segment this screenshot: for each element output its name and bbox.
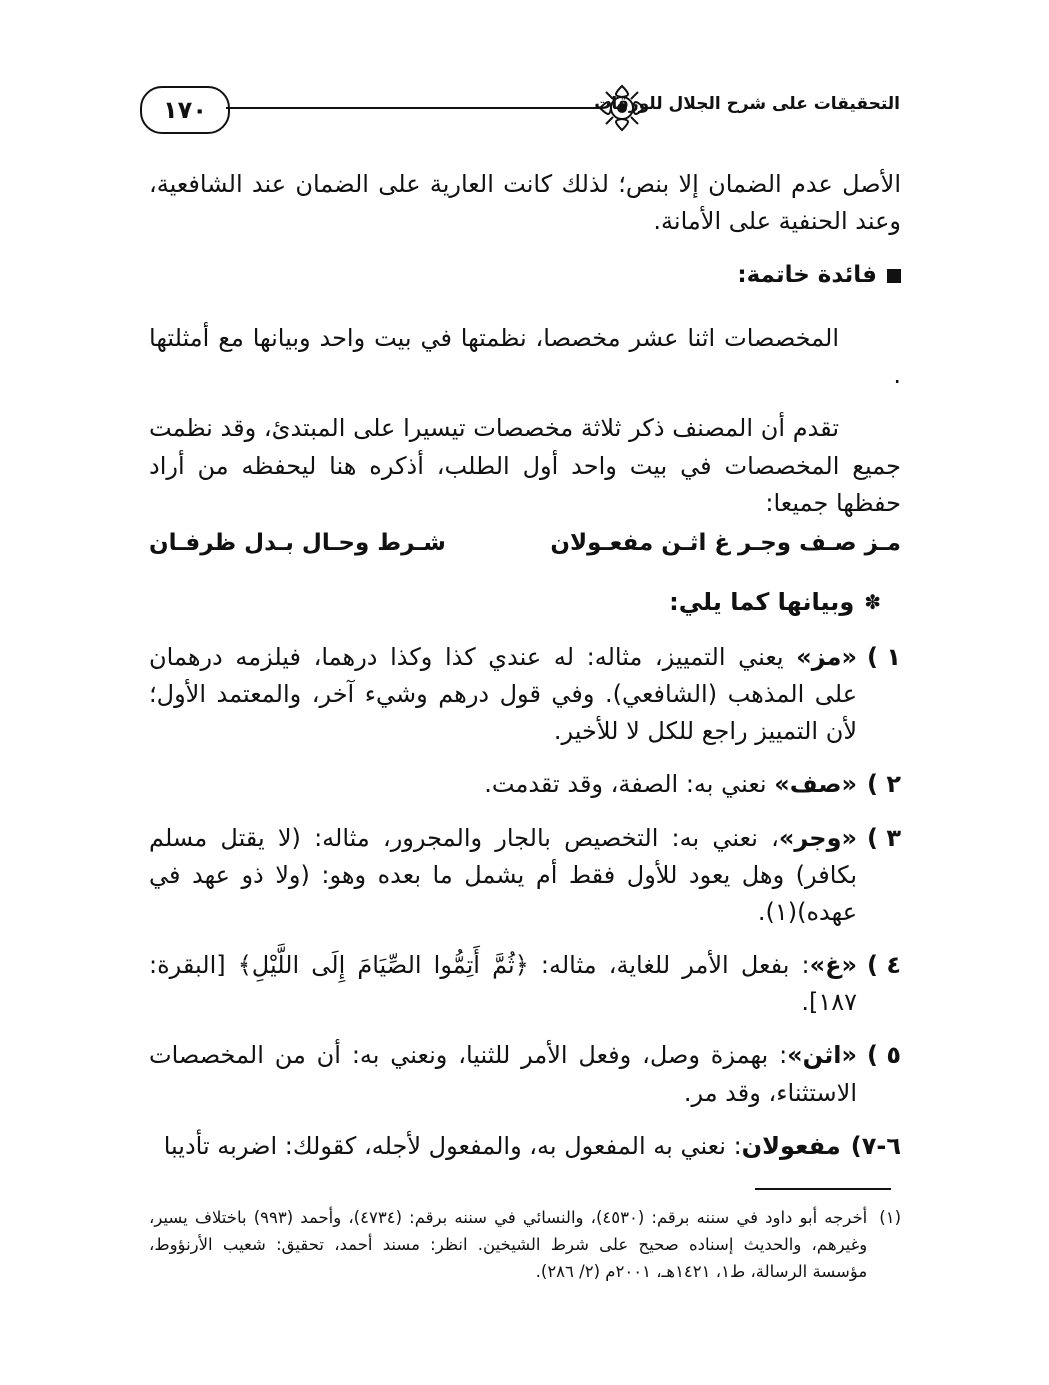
sub-heading — [149, 584, 901, 621]
item-body: : نعني به المفعول به، والمفعول لأجله، كقولك: اضربه تأديبا — [163, 1131, 742, 1160]
page-number: ١٧٠ — [140, 86, 230, 134]
item-number: ٤ ) — [867, 951, 901, 980]
item-body: : بفعل الأمر للغاية، مثاله: ﴿ثُمَّ أَتِمُّوا الصِّيَامَ إِلَى اللَّيْلِ﴾ [البقرة: ١٨٧]. — [149, 951, 858, 1017]
paragraph: المخصصات اثنا عشر مخصصا، نظمتها في بيت واحد وبيانها مع أمثلتها . — [149, 324, 901, 390]
item-text — [149, 947, 857, 1021]
page-header — [140, 78, 900, 138]
running-title: التحقيقات على شرح الجلال للورقات — [594, 94, 900, 114]
list-item — [149, 766, 901, 803]
item-keyword: «وجر» — [778, 823, 858, 852]
item-number: ٢ ) — [867, 770, 901, 799]
paragraph: تقدم أن المصنف ذكر ثلاثة مخصصات تيسيرا على المبتدئ، وقد نظمت جميع المخصصات في بيت واحد أول الطلب، أذكره هنا ليحفظه من أراد حفظها جميعا: — [149, 414, 901, 517]
footnote — [149, 1204, 901, 1286]
item-body: ، نعني به: التخصيص بالجار والمجرور، مثاله: (لا يقتل مسلم بكافر) وهل يعود للأول فقط أم يشمل ما بعده وهو: (ولا ذو عهد في عهده)(١). — [149, 823, 858, 926]
item-text — [149, 766, 857, 803]
item-number: ٣ ) — [867, 823, 901, 852]
item-text — [149, 639, 857, 751]
item-keyword: «صف» — [774, 770, 858, 799]
list-item — [149, 1128, 901, 1165]
footnote-separator — [755, 1188, 891, 1190]
footnote-text: أخرجه أبو داود في سننه برقم: (٤٥٣٠)، والنسائي في سننه برقم: (٤٧٣٤)، وأحمد (٩٩٣) باختلاف يسير، وغيرهم، والحديث إسناده صحيح على شرط الشيخين. انظر: مسند أحمد، تحقيق: شعيب الأرنؤوط، مؤسسة الرسالة، ط١، ١٤٢١هـ، ٢٠٠١م (٢/ ٢٨٦). — [149, 1208, 868, 1282]
poem-verse — [149, 526, 901, 562]
section-heading-text: فائدة خاتمة: — [737, 262, 877, 289]
star-bullet-icon: ✽ — [864, 589, 881, 614]
list-item — [149, 947, 901, 1021]
item-body: يعني التمييز، مثاله: له عندي كذا وكذا درهما، فيلزمه درهمان على المذهب (الشافعي). وفي قول درهم وشيء آخر، والمعتمد الأول؛ لأن التمييز راجع للكل لا للأخير. — [149, 642, 858, 746]
verse-hemistich-right: مـز صـف وجـر غ اثـن مفعـولان — [550, 529, 901, 556]
item-number: ١ ) — [867, 642, 901, 671]
list-item — [149, 1037, 901, 1111]
sub-heading-text: وبيانها كما يلي: — [669, 587, 855, 616]
item-keyword: مفعولان — [741, 1131, 841, 1160]
item-text — [149, 1037, 857, 1111]
main-text — [149, 166, 901, 1181]
square-bullet-icon — [887, 269, 901, 283]
header-rule — [226, 107, 600, 109]
paragraph: الأصل عدم الضمان إلا بنص؛ لذلك كانت العارية على الضمان عند الشافعية، وعند الحنفية على الأمانة. — [149, 170, 901, 236]
list-item — [149, 820, 901, 932]
item-body: : بهمزة وصل، وفعل الأمر للثنيا، ونعني به: أن من المخصصات الاستثناء، وقد مر. — [149, 1041, 858, 1107]
item-keyword: «مز» — [796, 642, 858, 671]
item-number: ٥ ) — [867, 1041, 901, 1070]
item-keyword: «غ» — [809, 951, 858, 980]
item-number: ٦-٧) — [850, 1131, 901, 1160]
verse-hemistich-left: شـرط وحـال بـدل ظرفـان — [149, 529, 446, 556]
section-heading — [149, 258, 901, 294]
item-text — [149, 1128, 841, 1165]
item-text — [149, 820, 857, 932]
item-body: نعني به: الصفة، وقد تقدمت. — [484, 770, 775, 799]
list-item — [149, 639, 901, 751]
item-keyword: «اثن» — [787, 1041, 858, 1070]
footnote-mark: (١) — [879, 1208, 901, 1227]
